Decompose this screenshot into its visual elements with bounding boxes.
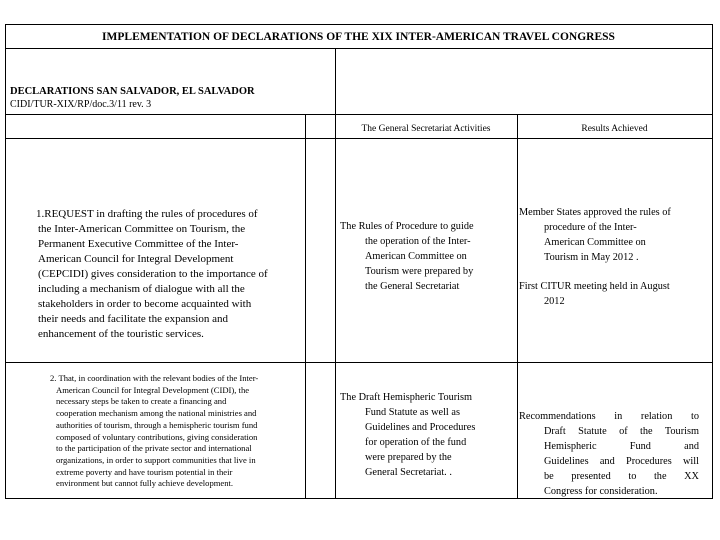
declaration-1-text <box>38 207 268 342</box>
text-line: Recommendations in relation to <box>519 411 699 422</box>
table-border <box>5 48 713 49</box>
text-line: American Council for Integral Development <box>38 253 234 265</box>
column-header-results: Results Achieved <box>581 124 648 134</box>
text-line: Guidelines and Procedures <box>365 422 476 433</box>
text-line: Permanent Executive Committee of the Inter- <box>38 238 239 250</box>
table-border <box>5 362 713 363</box>
text-line: the General Secretariat <box>365 281 460 292</box>
text-line: including a mechanism of dialogue with all the <box>38 283 245 295</box>
text-line: The Draft Hemispheric Tourism <box>340 392 473 403</box>
declaration-heading: DECLARATIONS SAN SALVADOR, EL SALVADOR <box>10 86 255 97</box>
text-line: stakeholders in order to become acquainted with <box>38 298 252 310</box>
declaration-2-text <box>50 373 258 490</box>
text-line: Tourism were prepared by <box>365 266 474 277</box>
result-1b-text <box>519 279 671 309</box>
text-line: enhancement of the touristic services. <box>38 328 204 340</box>
table-border <box>517 114 518 499</box>
text-line: their needs and facilitate the expansion and <box>38 313 228 325</box>
text-line: Tourism in May 2012 . <box>544 252 639 263</box>
text-line: American Committee on <box>365 251 467 262</box>
result-1-text <box>519 205 671 309</box>
page-title: IMPLEMENTATION OF DECLARATIONS OF THE XIX INTER-AMERICAN TRAVEL CONGRESS <box>102 31 615 43</box>
table-border <box>5 24 6 499</box>
text-line: 2. That, in coordination with the relevant bodies of the Inter- <box>50 373 259 383</box>
text-line: Draft Statute of the Tourism <box>544 426 699 437</box>
text-line: necessary steps be taken to create a financing and <box>56 396 227 407</box>
text-line: authorities of tourism, through a hemispheric tourism fund <box>56 419 258 430</box>
document-reference: CIDI/TUR-XIX/RP/doc.3/11 rev. 3 <box>10 99 152 110</box>
text-line: The Rules of Procedure to guide <box>340 221 474 232</box>
text-line: Member States approved the rules of <box>519 207 671 218</box>
text-line: American Council for Integral Development (CIDI), the <box>56 384 250 395</box>
text-line: procedure of the Inter- <box>544 222 637 233</box>
text-line: for operation of the fund <box>365 437 467 448</box>
text-line: environment but cannot fully achieve development. <box>56 478 234 489</box>
text-line: were prepared by the <box>365 452 452 463</box>
text-line: Fund Statute as well as <box>365 407 460 418</box>
text-line: cooperation mechanism among the national ministries and <box>56 408 257 419</box>
activity-2-text <box>340 390 475 480</box>
text-line: extreme poverty and have tourism potential in their <box>56 466 233 477</box>
text-line: General Secretariat. . <box>365 467 452 478</box>
column-header-activities: The General Secretariat Activities <box>361 124 491 134</box>
table-border <box>335 48 336 499</box>
text-line: Hemispheric Fund and <box>544 441 699 452</box>
text-line: the operation of the Inter- <box>365 236 471 247</box>
text-line: 2012 <box>544 296 565 307</box>
text-line: First CITUR meeting held in August <box>519 281 670 292</box>
text-line: be presented to the XX <box>544 471 699 482</box>
text-line: American Committee on <box>544 237 646 248</box>
text-line: 1.REQUEST in drafting the rules of procedures of <box>36 208 258 220</box>
table-border <box>5 138 713 139</box>
text-line: (CEPCIDI) gives consideration to the importance of <box>38 268 268 280</box>
text-line: to the participation of the private sector and international <box>56 443 252 454</box>
table-border <box>5 24 713 25</box>
result-2-text <box>519 409 699 499</box>
text-line: organizations, in order to support communities that live in <box>56 454 256 465</box>
text-line: Guidelines and Procedures will <box>544 456 699 467</box>
table-border <box>5 114 713 115</box>
table-border <box>305 114 306 499</box>
text-line: Congress for consideration. <box>544 486 658 497</box>
text-line: the Inter-American Committee on Tourism, the <box>38 223 246 235</box>
text-line: composed of voluntary contributions, giving consideration <box>56 431 258 442</box>
activity-1-text <box>340 219 474 294</box>
table-border <box>712 24 713 499</box>
